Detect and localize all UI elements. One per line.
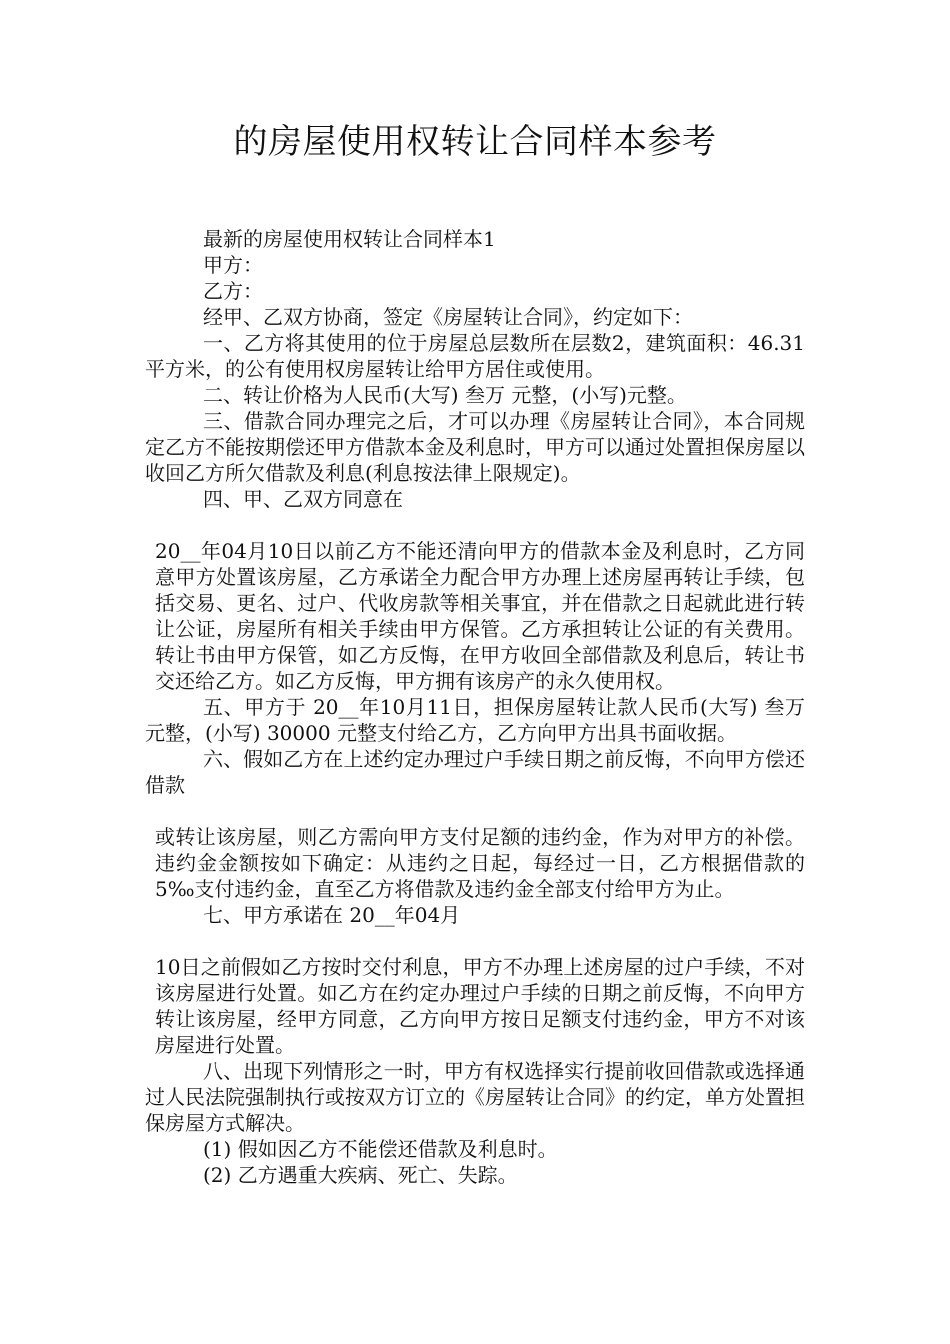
- document-page: [145, 120, 805, 1188]
- paragraph-clause-8-item-1: (1) 假如因乙方不能偿还借款及利息时。: [203, 1137, 558, 1161]
- paragraph-heading: 最新的房屋使用权转让合同样本1: [203, 227, 496, 251]
- paragraph-clause-1: 一、乙方将其使用的位于房屋总层数所在层数2，建筑面积：46.31平方米，的公有使用权房屋转让给甲方居住或使用。: [145, 331, 805, 381]
- paragraph-clause-8: 八、出现下列情形之一时，甲方有权选择实行提前收回借款或选择通过人民法院强制执行或按双方订立的《房屋转让合同》的约定，单方处置担保房屋方式解决。: [145, 1059, 805, 1135]
- paragraph-party-a: 甲方：: [203, 253, 263, 277]
- paragraph-clause-7-continued: 10日之前假如乙方按时交付利息，甲方不办理上述房屋的过户手续，不对该房屋进行处置。如乙方在约定办理过户手续的日期之前反悔，不向甲方转让该房屋，经甲方同意，乙方向甲方按日足额支付违约金，甲方不对该房屋进行处置。: [155, 955, 805, 1057]
- paragraph-gap: [145, 928, 805, 954]
- paragraph-agreement-intro: 经甲、乙双方协商，签定《房屋转让合同》，约定如下：: [203, 305, 693, 329]
- paragraph-clause-6: 六、假如乙方在上述约定办理过户手续日期之前反悔，不向甲方偿还借款: [145, 747, 805, 797]
- paragraph-gap: [145, 512, 805, 538]
- paragraph-clause-5: 五、甲方于 20__年10月11日，担保房屋转让款人民币(大写) 叁万 元整，(小写) 30000 元整支付给乙方，乙方向甲方出具书面收据。: [145, 695, 805, 745]
- paragraph-clause-7: 七、甲方承诺在 20__年04月: [203, 903, 461, 927]
- paragraph-party-b: 乙方：: [203, 279, 263, 303]
- paragraph-gap: [145, 798, 805, 824]
- paragraph-clause-2: 二、转让价格为人民币(大写) 叁万 元整，(小写)元整。: [203, 383, 687, 407]
- paragraph-clause-4: 四、甲、乙双方同意在: [203, 487, 403, 511]
- paragraph-clause-6-continued: 或转让该房屋，则乙方需向甲方支付足额的违约金，作为对甲方的补偿。违约金金额按如下确定：从违约之日起，每经过一日，乙方根据借款的5‰支付违约金，直至乙方将借款及违约金全部支付给甲方为止。: [155, 825, 805, 901]
- paragraph-clause-4-continued: 20__年04月10日以前乙方不能还清向甲方的借款本金及利息时，乙方同意甲方处置该房屋，乙方承诺全力配合甲方办理上述房屋再转让手续，包括交易、更名、过户、代收房款等相关事宜，并在借款之日起就此进行转让公证，房屋所有相关手续由甲方保管。乙方承担转让公证的有关费用。转让书由甲方保管，如乙方反悔，在甲方收回全部借款及利息后，转让书交还给乙方。如乙方反悔，甲方拥有该房产的永久使用权。: [155, 539, 805, 693]
- paragraph-clause-8-item-2: (2) 乙方遇重大疾病、死亡、失踪。: [203, 1163, 518, 1187]
- document-title: 的房屋使用权转让合同样本参考: [233, 122, 717, 162]
- paragraph-clause-3: 三、借款合同办理完之后，才可以办理《房屋转让合同》，本合同规定乙方不能按期偿还甲方借款本金及利息时，甲方可以通过处置担保房屋以收回乙方所欠借款及利息(利息按法律上限规定)。: [145, 409, 805, 485]
